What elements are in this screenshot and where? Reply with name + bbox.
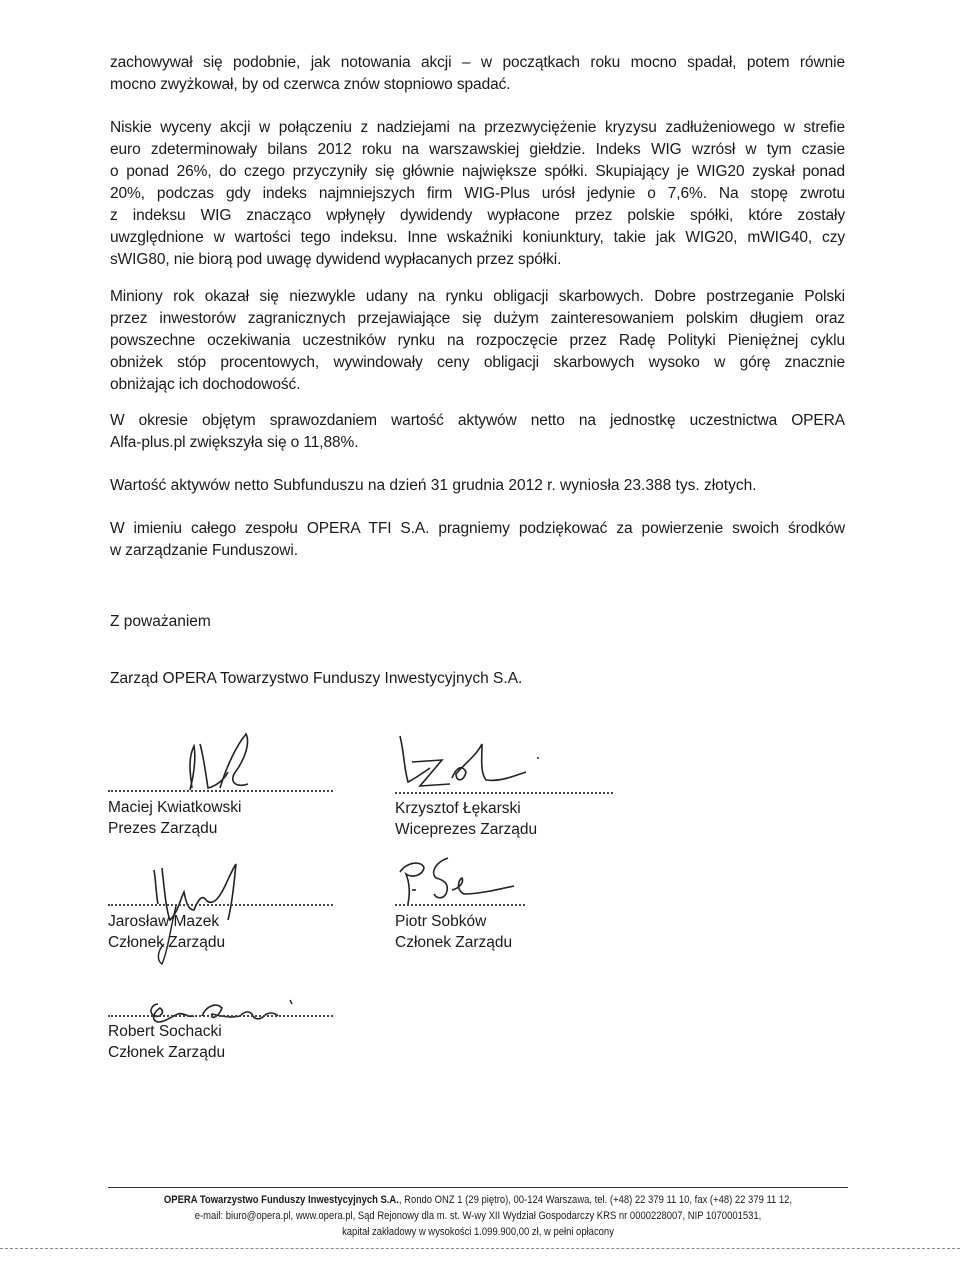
text-line: Niskie wyceny akcji w połączeniu z nadziejami na przezwyciężenie kryzysu zadłużeniowego w strefie [110, 119, 845, 136]
signatory-role: Członek Zarządu [108, 1044, 226, 1061]
footer-divider [108, 1187, 848, 1188]
text-line: 20%, podczas gdy indeks najmniejszych firm WIG-Plus urósł jedynie o 7,6%. Na stopę zwrotu [110, 185, 845, 202]
footer-address: , Rondo ONZ 1 (29 piętro), 00-124 Warszawa, tel. (+48) 22 379 11 10, fax (+48) 22 379 11 12, [398, 1194, 793, 1206]
signatory-role: Członek Zarządu [108, 934, 226, 951]
company-footer [160, 1192, 796, 1240]
signature-line [108, 904, 333, 906]
paragraph-nav-value: Wartość aktywów netto Subfunduszu na dzień 31 grudnia 2012 r. wyniosła 23.388 tys. złotych. [110, 477, 757, 494]
signatory-mazek [108, 911, 225, 953]
signatory-lekarski [395, 798, 537, 840]
signature-line [108, 1015, 333, 1017]
signatory-name: Piotr Sobków [395, 913, 487, 930]
signature-line [108, 790, 333, 792]
text-line: powszechne oczekiwania uczestników rynku na rozpoczęcie przez Radę Polityki Pieniężnej cyklu [110, 332, 845, 349]
signatory-role: Wiceprezes Zarządu [395, 821, 538, 838]
closing-board: Zarząd OPERA Towarzystwo Funduszy Inwestycyjnych S.A. [110, 670, 523, 687]
text-line: z indeksu WIG znacząco wpłynęły dywidendy wypłacone przez polskie spółki, które zostały [110, 207, 845, 224]
text-line: o ponad 26%, do czego przyczyniły się głównie największe spółki. Skupiający je WIG20 zyskał ponad [110, 163, 845, 180]
text-line: Miniony rok okazał się niezwykle udany na rynku obligacji skarbowych. Dobre postrzeganie Polski [110, 288, 845, 305]
text-line: przez inwestorów zagranicznych przejawiające się dużym zainteresowaniem polskim długiem oraz [110, 310, 845, 327]
signatory-role: Członek Zarządu [395, 934, 513, 951]
paragraph-wig-intro [110, 52, 845, 96]
signatory-name: Maciej Kwiatkowski [108, 799, 242, 816]
signatory-kwiatkowski [108, 797, 242, 839]
signatory-role: Prezes Zarządu [108, 820, 218, 837]
paragraph-thanks [110, 518, 845, 562]
signature-sobkow [392, 850, 522, 910]
signatory-sochacki [108, 1021, 225, 1063]
text-line: sWIG80, nie biorą pod uwagę dywidend wypłacanych przez spółki. [110, 251, 562, 268]
signature-line [395, 904, 525, 906]
footer-line-3: kapitał zakładowy w wysokości 1.099.900,00 zł, w pełni opłacony [342, 1226, 614, 1238]
paragraph-nav-change [110, 410, 845, 454]
page-bottom-edge [0, 1248, 960, 1249]
signatory-name: Robert Sochacki [108, 1023, 222, 1040]
text-line: W imieniu całego zespołu OPERA TFI S.A. pragniemy podziękować za powierzenie swoich środków [110, 520, 845, 537]
footer-company-name: OPERA Towarzystwo Funduszy Inwestycyjnych S.A. [163, 1194, 399, 1206]
signature-line [395, 792, 613, 794]
footer-line-1 [160, 1192, 796, 1208]
text-line: mocno zwyżkował, by od czerwca znów stopniowo spadać. [110, 76, 511, 93]
paragraph-stock-market [110, 117, 845, 271]
text-line: Alfa-plus.pl zwiększyła się o 11,88%. [110, 434, 359, 451]
text-line: obniżając ich dochodowość. [110, 376, 301, 393]
footer-line-2: e-mail: biuro@opera.pl, www.opera.pl, Sąd Rejonowy dla m. st. W-wy XII Wydział Gospodarczy KRS nr 0000228007, NIP 1070001531, [194, 1210, 762, 1222]
signatory-sobkow [395, 911, 512, 953]
text-line: euro zdeterminowały bilans 2012 roku na warszawskiej giełdzie. Indeks WIG wzrósł w tym czasie [110, 141, 845, 158]
signatory-name: Krzysztof Łękarski [395, 800, 521, 817]
text-line: zachowywał się podobnie, jak notowania akcji – w początkach roku mocno spadał, potem równie [110, 54, 845, 71]
closing-greeting: Z poważaniem [110, 613, 211, 630]
paragraph-bonds [110, 286, 845, 396]
signatory-name: Jarosław Mazek [108, 913, 220, 930]
signature-kwiatkowski [150, 728, 280, 796]
text-line: obniżek stóp procentowych, wywindowały ceny obligacji skarbowych wysoko w górę znacznie [110, 354, 845, 371]
text-line: uwzględnione w wartości tego indeksu. Inne wskaźniki koniunktury, takie jak WIG20, mWIG40, czy [110, 229, 845, 246]
text-line: W okresie objętym sprawozdaniem wartość aktywów netto na jednostkę uczestnictwa OPERA [110, 412, 845, 429]
text-line: w zarządzanie Funduszowi. [110, 542, 298, 559]
